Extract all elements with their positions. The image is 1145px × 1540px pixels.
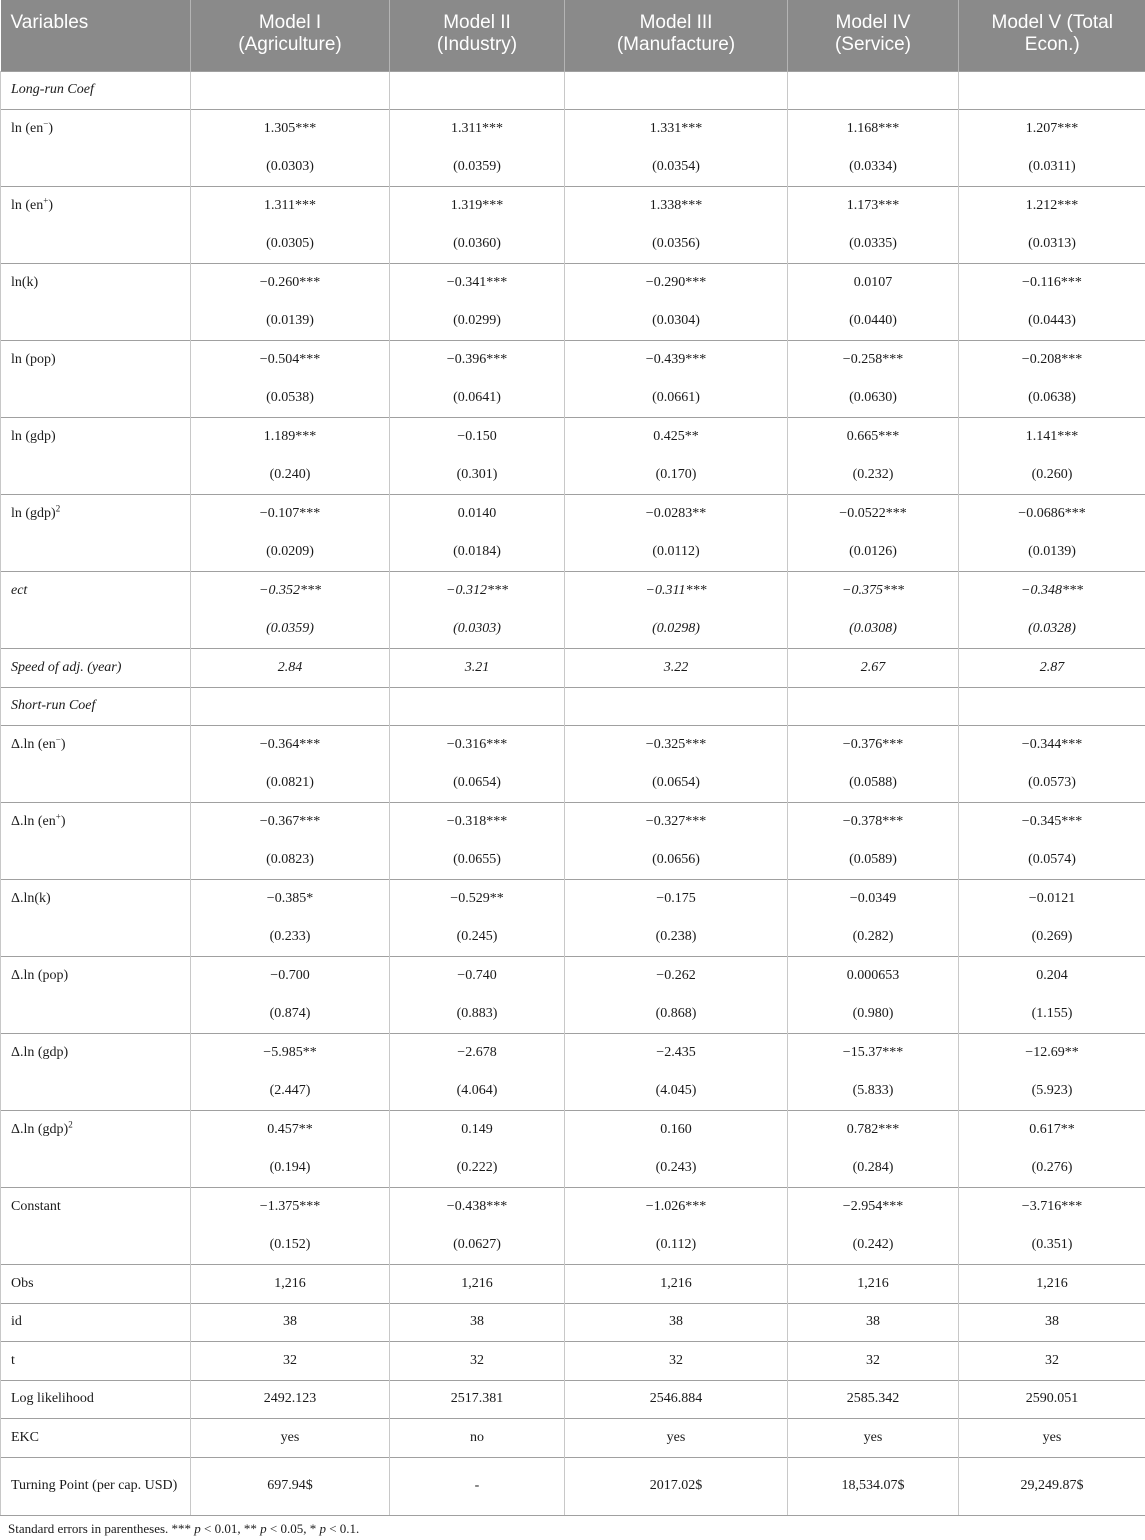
- table-cell: −0.352***: [191, 572, 390, 611]
- table-cell: (0.260): [959, 456, 1145, 495]
- table-cell: −0.504***: [191, 341, 390, 380]
- table-row: [1, 610, 1145, 649]
- table-cell: −0.311***: [565, 572, 788, 611]
- header-line: Model III: [639, 12, 713, 33]
- table-cell: 2517.381: [390, 1380, 565, 1419]
- table-cell: −3.716***: [959, 1188, 1145, 1227]
- table-cell: (0.170): [565, 456, 788, 495]
- table-cell: 38: [565, 1303, 788, 1342]
- table-cell: 2546.884: [565, 1380, 788, 1419]
- table-cell: −0.175: [565, 880, 788, 919]
- table-row: [1, 1303, 1145, 1342]
- footnote: Standard errors in parentheses. *** p < 0.01, ** p < 0.05, * p < 0.1.: [8, 1521, 360, 1536]
- table-cell: (0.0126): [788, 533, 959, 572]
- header-model-2: [390, 0, 565, 71]
- table-cell: −1.375***: [191, 1188, 390, 1227]
- table-cell: −1.026***: [565, 1188, 788, 1227]
- table-cell: 38: [191, 1303, 390, 1342]
- table-cell: [565, 71, 788, 110]
- table-cell: −0.341***: [390, 264, 565, 303]
- table-row: [1, 649, 1145, 688]
- table-cell: 0.149: [390, 1111, 565, 1150]
- table-cell: −0.208***: [959, 341, 1145, 380]
- table-row: [1, 995, 1145, 1034]
- table-cell: (0.874): [191, 995, 390, 1034]
- row-label: Δ.ln (gdp)$^2$: [1, 1111, 191, 1150]
- table-cell: (0.194): [191, 1149, 390, 1188]
- table-cell: 2.84: [191, 649, 390, 688]
- table-row: [1, 1188, 1145, 1227]
- table-row: [1, 1419, 1145, 1458]
- table-cell: (0.242): [788, 1226, 959, 1265]
- table-cell: 0.782***: [788, 1111, 959, 1150]
- table-cell: (0.0299): [390, 302, 565, 341]
- table-cell: (0.0638): [959, 379, 1145, 418]
- row-label: [1, 225, 191, 264]
- table-row: [1, 379, 1145, 418]
- table-cell: (0.0360): [390, 225, 565, 264]
- row-label: [1, 918, 191, 957]
- table-row: [1, 495, 1145, 534]
- table-cell: −0.318***: [390, 803, 565, 842]
- header-line: Model IV: [835, 12, 911, 33]
- table-cell: (0.238): [565, 918, 788, 957]
- table-cell: (0.868): [565, 995, 788, 1034]
- table-cell: 1,216: [959, 1265, 1145, 1304]
- table-row: [1, 1072, 1145, 1111]
- table-cell: −0.385*: [191, 880, 390, 919]
- row-label: [1, 148, 191, 187]
- table-cell: −0.258***: [788, 341, 959, 380]
- table-cell: (0.0184): [390, 533, 565, 572]
- table-cell: −0.396***: [390, 341, 565, 380]
- row-label: EKC: [1, 1419, 191, 1458]
- table-cell: [390, 687, 565, 726]
- table-cell: (2.447): [191, 1072, 390, 1111]
- row-label: Short-run Coef: [1, 687, 191, 726]
- table-cell: (0.152): [191, 1226, 390, 1265]
- table-cell: [959, 71, 1145, 110]
- table-row: [1, 148, 1145, 187]
- header-model-1: [191, 0, 390, 71]
- table-cell: (0.233): [191, 918, 390, 957]
- table-cell: yes: [788, 1419, 959, 1458]
- table-cell: (0.0656): [565, 841, 788, 880]
- table-cell: (0.0661): [565, 379, 788, 418]
- table-cell: [788, 71, 959, 110]
- table-cell: 0.160: [565, 1111, 788, 1150]
- table-cell: (0.0440): [788, 302, 959, 341]
- table-cell: 32: [788, 1342, 959, 1381]
- table-cell: 2017.02$: [565, 1457, 788, 1515]
- row-label: [1, 1149, 191, 1188]
- table-cell: 0.457**: [191, 1111, 390, 1150]
- table-row: [1, 572, 1145, 611]
- table-cell: (0.282): [788, 918, 959, 957]
- table-cell: −0.116***: [959, 264, 1145, 303]
- row-label: [1, 841, 191, 880]
- header-model-4: [788, 0, 959, 71]
- table-cell: -: [390, 1457, 565, 1515]
- table-row: [1, 264, 1145, 303]
- table-row: [1, 341, 1145, 380]
- table-cell: −0.150: [390, 418, 565, 457]
- table-row: [1, 726, 1145, 765]
- row-label: [1, 379, 191, 418]
- table-cell: (0.0139): [191, 302, 390, 341]
- table-row: [1, 110, 1145, 149]
- table-cell: (0.0335): [788, 225, 959, 264]
- table-cell: −0.378***: [788, 803, 959, 842]
- table-cell: (4.064): [390, 1072, 565, 1111]
- row-label: [1, 533, 191, 572]
- row-label: [1, 456, 191, 495]
- row-label: [1, 995, 191, 1034]
- table-cell: −0.438***: [390, 1188, 565, 1227]
- table-cell: yes: [565, 1419, 788, 1458]
- row-label: id: [1, 1303, 191, 1342]
- table-cell: (0.0303): [191, 148, 390, 187]
- table-cell: 1,216: [390, 1265, 565, 1304]
- table-cell: 1.207***: [959, 110, 1145, 149]
- table-cell: (0.0313): [959, 225, 1145, 264]
- table-cell: (0.0359): [390, 148, 565, 187]
- table-cell: 0.425**: [565, 418, 788, 457]
- row-label: Obs: [1, 1265, 191, 1304]
- table-row: [1, 302, 1145, 341]
- table-cell: −0.364***: [191, 726, 390, 765]
- table-cell: (0.0589): [788, 841, 959, 880]
- table-cell: 1.319***: [390, 187, 565, 226]
- table-cell: 2492.123: [191, 1380, 390, 1419]
- table-cell: (0.0574): [959, 841, 1145, 880]
- table-body: [1, 71, 1145, 1515]
- table-cell: (0.243): [565, 1149, 788, 1188]
- table-cell: (0.0303): [390, 610, 565, 649]
- table-cell: −0.0522***: [788, 495, 959, 534]
- table-cell: (0.0641): [390, 379, 565, 418]
- table-cell: 1.311***: [191, 187, 390, 226]
- header-line: (Agriculture): [238, 34, 342, 55]
- table-cell: −15.37***: [788, 1034, 959, 1073]
- table-cell: −0.327***: [565, 803, 788, 842]
- table-cell: −0.376***: [788, 726, 959, 765]
- table-cell: 1.212***: [959, 187, 1145, 226]
- table-cell: (5.923): [959, 1072, 1145, 1111]
- table-cell: 1,216: [565, 1265, 788, 1304]
- header-model-3: [565, 0, 788, 71]
- table-cell: 32: [565, 1342, 788, 1381]
- table-cell: −2.678: [390, 1034, 565, 1073]
- table-cell: (0.0654): [565, 764, 788, 803]
- table-cell: yes: [191, 1419, 390, 1458]
- table-cell: −0.260***: [191, 264, 390, 303]
- table-row: [1, 456, 1145, 495]
- row-label: [1, 1072, 191, 1111]
- table-cell: −0.0121: [959, 880, 1145, 919]
- table-row: [1, 687, 1145, 726]
- table-row: [1, 918, 1145, 957]
- table-cell: −0.740: [390, 957, 565, 996]
- table-cell: (0.0139): [959, 533, 1145, 572]
- table-cell: 0.204: [959, 957, 1145, 996]
- table-cell: (0.0627): [390, 1226, 565, 1265]
- table-cell: (0.0334): [788, 148, 959, 187]
- table-cell: (0.0305): [191, 225, 390, 264]
- table-cell: 38: [390, 1303, 565, 1342]
- table-cell: (0.112): [565, 1226, 788, 1265]
- row-label: Constant: [1, 1188, 191, 1227]
- table-cell: 38: [959, 1303, 1145, 1342]
- table-cell: 29,249.87$: [959, 1457, 1145, 1515]
- table-cell: (0.0304): [565, 302, 788, 341]
- table-cell: (0.0573): [959, 764, 1145, 803]
- row-label: Δ.ln (en+): [1, 803, 191, 842]
- table-cell: −0.0349: [788, 880, 959, 919]
- table-cell: 1.189***: [191, 418, 390, 457]
- table-cell: −0.375***: [788, 572, 959, 611]
- table-cell: 1.173***: [788, 187, 959, 226]
- table-row: [1, 957, 1145, 996]
- table-cell: (0.0588): [788, 764, 959, 803]
- table-cell: −0.325***: [565, 726, 788, 765]
- table-cell: −0.290***: [565, 264, 788, 303]
- table-cell: −0.344***: [959, 726, 1145, 765]
- header-line: Econ.): [1024, 34, 1080, 55]
- header-line: Model V (Total: [991, 12, 1113, 33]
- table-cell: 0.617**: [959, 1111, 1145, 1150]
- row-label: ln (pop): [1, 341, 191, 380]
- table-cell: (0.883): [390, 995, 565, 1034]
- row-label: Δ.ln (pop): [1, 957, 191, 996]
- table-cell: −0.367***: [191, 803, 390, 842]
- table-cell: (0.0311): [959, 148, 1145, 187]
- table-cell: 3.21: [390, 649, 565, 688]
- table-cell: −0.0283**: [565, 495, 788, 534]
- table-cell: [565, 687, 788, 726]
- header-row: [1, 0, 1145, 71]
- table-cell: (0.0356): [565, 225, 788, 264]
- table-cell: −0.0686***: [959, 495, 1145, 534]
- table-row: [1, 1265, 1145, 1304]
- row-label: Speed of adj. (year): [1, 649, 191, 688]
- table-cell: 32: [191, 1342, 390, 1381]
- row-label: Δ.ln (gdp): [1, 1034, 191, 1073]
- table-cell: (0.0823): [191, 841, 390, 880]
- table-cell: [191, 687, 390, 726]
- header-line: (Manufacture): [616, 34, 736, 55]
- table-row: [1, 225, 1145, 264]
- table-cell: −0.529**: [390, 880, 565, 919]
- table-cell: no: [390, 1419, 565, 1458]
- table-cell: 1.168***: [788, 110, 959, 149]
- table-row: [1, 1149, 1145, 1188]
- row-label: ln(k): [1, 264, 191, 303]
- table-cell: (0.0443): [959, 302, 1145, 341]
- table-cell: 0.665***: [788, 418, 959, 457]
- table-cell: (0.301): [390, 456, 565, 495]
- table-cell: 0.0140: [390, 495, 565, 534]
- table-cell: (0.0209): [191, 533, 390, 572]
- table-row: [1, 1457, 1145, 1515]
- table-cell: 2.87: [959, 649, 1145, 688]
- table-cell: (1.155): [959, 995, 1145, 1034]
- table-row: [1, 803, 1145, 842]
- table-cell: −0.439***: [565, 341, 788, 380]
- table-row: [1, 71, 1145, 110]
- table-cell: 1.305***: [191, 110, 390, 149]
- table-cell: −0.700: [191, 957, 390, 996]
- table-cell: yes: [959, 1419, 1145, 1458]
- row-label: t: [1, 1342, 191, 1381]
- table-cell: −5.985**: [191, 1034, 390, 1073]
- table-cell: 1.311***: [390, 110, 565, 149]
- table-cell: [959, 687, 1145, 726]
- row-label: Δ.ln(k): [1, 880, 191, 919]
- table-cell: −2.435: [565, 1034, 788, 1073]
- table-cell: (0.0821): [191, 764, 390, 803]
- table-cell: 2590.051: [959, 1380, 1145, 1419]
- table-cell: (0.245): [390, 918, 565, 957]
- table-cell: (0.0654): [390, 764, 565, 803]
- table-cell: −0.348***: [959, 572, 1145, 611]
- table-cell: 1.141***: [959, 418, 1145, 457]
- table-cell: 32: [959, 1342, 1145, 1381]
- table-cell: [191, 71, 390, 110]
- table-cell: (0.0112): [565, 533, 788, 572]
- table-cell: −0.316***: [390, 726, 565, 765]
- table-cell: (0.0630): [788, 379, 959, 418]
- row-label: ln (en−): [1, 110, 191, 149]
- table-row: [1, 418, 1145, 457]
- header-model-5: [959, 0, 1145, 71]
- row-label: Turning Point (per cap. USD): [1, 1457, 191, 1515]
- row-label: ln (gdp): [1, 418, 191, 457]
- table-row: [1, 880, 1145, 919]
- row-label: [1, 302, 191, 341]
- header-variables: Variables: [1, 0, 191, 71]
- table-row: [1, 1342, 1145, 1381]
- table-cell: −0.262: [565, 957, 788, 996]
- table-row: [1, 841, 1145, 880]
- table-cell: 3.22: [565, 649, 788, 688]
- table-cell: 0.0107: [788, 264, 959, 303]
- row-label: Long-run Coef: [1, 71, 191, 110]
- row-label: ln (en+): [1, 187, 191, 226]
- table-cell: −0.107***: [191, 495, 390, 534]
- header-line: Model I: [258, 12, 322, 33]
- table-cell: 697.94$: [191, 1457, 390, 1515]
- table-cell: (0.0538): [191, 379, 390, 418]
- row-label: [1, 610, 191, 649]
- table-cell: 2.67: [788, 649, 959, 688]
- table-cell: [390, 71, 565, 110]
- table-cell: (0.269): [959, 918, 1145, 957]
- table-row: [1, 533, 1145, 572]
- table-row: [1, 1034, 1145, 1073]
- table-cell: (0.232): [788, 456, 959, 495]
- table-cell: (0.0655): [390, 841, 565, 880]
- header-line: (Service): [834, 34, 911, 55]
- table-row: [1, 764, 1145, 803]
- table-cell: 1,216: [191, 1265, 390, 1304]
- row-label: Log likelihood: [1, 1380, 191, 1419]
- header-line: Model II: [443, 12, 511, 33]
- table-row: [1, 1380, 1145, 1419]
- table-cell: 1.331***: [565, 110, 788, 149]
- table-row: [1, 187, 1145, 226]
- table-cell: −2.954***: [788, 1188, 959, 1227]
- table-row: [1, 1226, 1145, 1265]
- table-cell: (0.980): [788, 995, 959, 1034]
- row-label: ect: [1, 572, 191, 611]
- table-cell: (0.0308): [788, 610, 959, 649]
- table-cell: 1,216: [788, 1265, 959, 1304]
- table-cell: (0.284): [788, 1149, 959, 1188]
- row-label: ln (gdp)$^2$: [1, 495, 191, 534]
- row-label: Δ.ln (en−): [1, 726, 191, 765]
- table-cell: (0.0298): [565, 610, 788, 649]
- table-cell: (0.240): [191, 456, 390, 495]
- table-cell: (0.0359): [191, 610, 390, 649]
- table-cell: (0.0328): [959, 610, 1145, 649]
- table-cell: −12.69**: [959, 1034, 1145, 1073]
- table-cell: (0.276): [959, 1149, 1145, 1188]
- table-cell: 32: [390, 1342, 565, 1381]
- table-cell: (0.351): [959, 1226, 1145, 1265]
- table-cell: 38: [788, 1303, 959, 1342]
- table-cell: 18,534.07$: [788, 1457, 959, 1515]
- table-cell: (5.833): [788, 1072, 959, 1111]
- table-cell: [788, 687, 959, 726]
- table-cell: 0.000653: [788, 957, 959, 996]
- row-label: [1, 764, 191, 803]
- table-cell: 1.338***: [565, 187, 788, 226]
- table-cell: 2585.342: [788, 1380, 959, 1419]
- table-cell: −0.312***: [390, 572, 565, 611]
- table-cell: (0.222): [390, 1149, 565, 1188]
- table-row: [1, 1111, 1145, 1150]
- table-cell: (4.045): [565, 1072, 788, 1111]
- table-cell: (0.0354): [565, 148, 788, 187]
- table-cell: −0.345***: [959, 803, 1145, 842]
- row-label: [1, 1226, 191, 1265]
- header-line: (Industry): [436, 34, 518, 55]
